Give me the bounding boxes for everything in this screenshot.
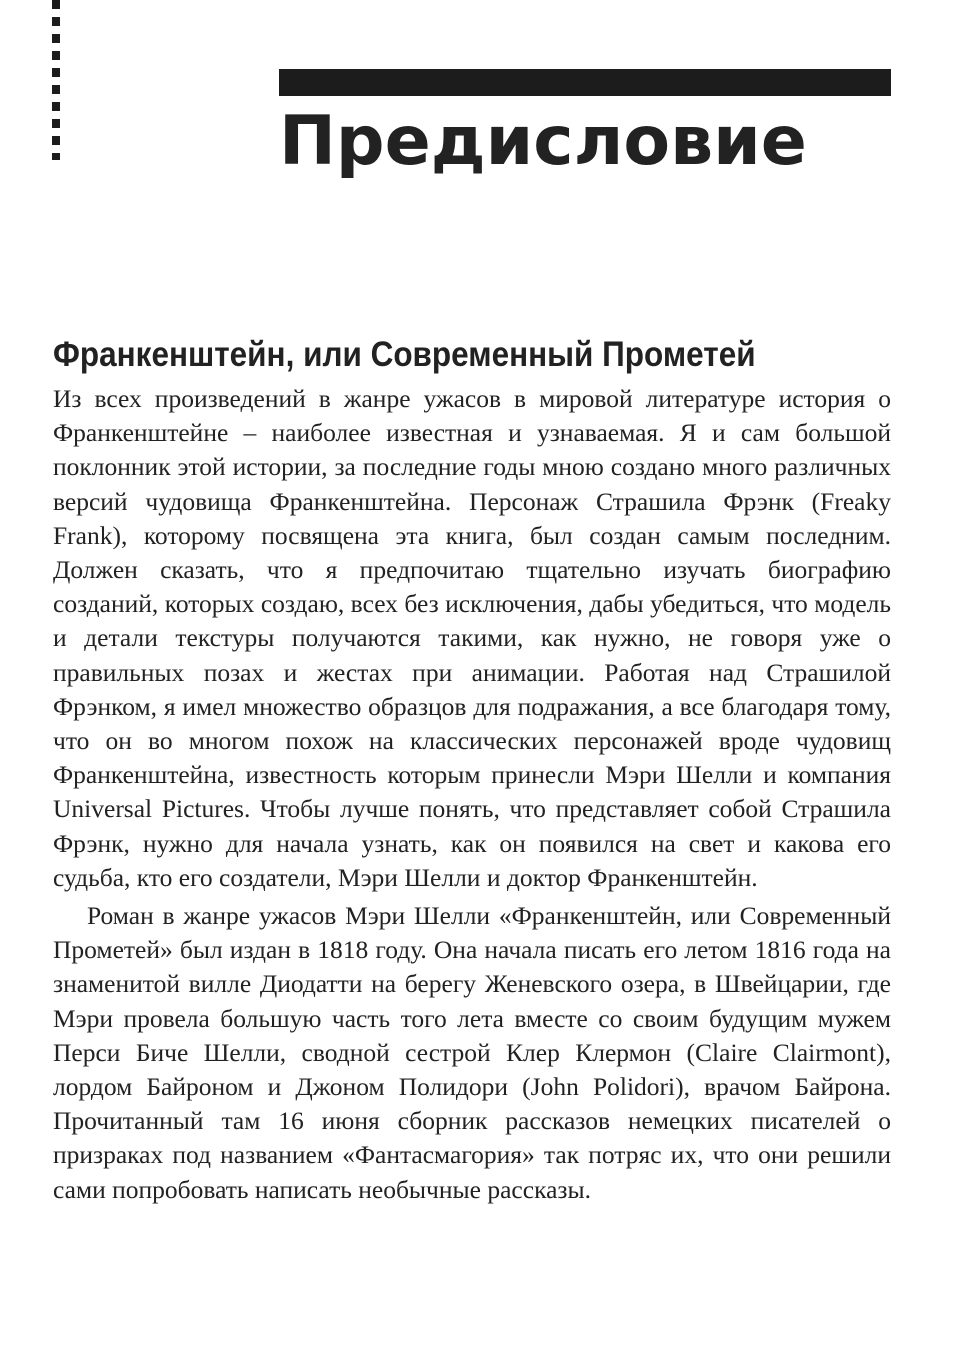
chapter-header-rule bbox=[279, 69, 891, 96]
paragraph-2: Роман в жанре ужасов Мэри Шелли «Франкенштейн, или Современный Прометей» был издан в 1818 году. Она начала писать его летом 1816 года на знаменитой вилле Диодатти на берегу Женевского озера, в Швейцарии, где Мэри провела большую часть того лета вместе со своим будущим мужем Перси Биче Шелли, сводной сестрой Клер Клермон (Claire Clairmont), лордом Байроном и Джоном Полидори (John Polidori), врачом Байрона. Прочитанный там 16 июня сборник рассказов немецких писателей о призраках под названием «Фантасмагория» так потряс их, что они решили сами попробовать написать необычные рассказы. bbox=[53, 901, 891, 1204]
body-text bbox=[53, 382, 891, 1207]
section-heading: Франкенштейн, или Современный Прометей bbox=[53, 335, 756, 374]
paragraph-1: Из всех произведений в жанре ужасов в мировой литературе история о Франкенштейне – наиболее известная и узнаваемая. Я и сам большой поклонник этой истории, за последние годы мною создано много различных версий чудовища Франкенштейна. Персонаж Страшила Фрэнк (Freaky Frank), которому посвящена эта книга, был создан самым последним. Должен сказать, что я предпочитаю тщательно изучать биографию созданий, которых создаю, всех без исключения, дабы убедиться, что модель и детали текстуры получаются такими, как нужно, не говоря уже о правильных позах и жестах при анимации. Работая над Страшилой Фрэнком, я имел множество образцов для подражания, а все благодаря тому, что он во многом похож на классических персонажей вроде чудовищ Франкенштейна, известность которым принесли Мэри Шелли и компания Universal Pictures. Чтобы лучше понять, что представляет собой Страшила Фрэнк, нужно для начала узнать, как он появился на свет и какова его судьба, кто его создатели, Мэри Шелли и доктор Франкенштейн. bbox=[53, 384, 891, 892]
chapter-title: Предисловие bbox=[279, 102, 807, 181]
margin-dash-marker bbox=[52, 0, 60, 160]
